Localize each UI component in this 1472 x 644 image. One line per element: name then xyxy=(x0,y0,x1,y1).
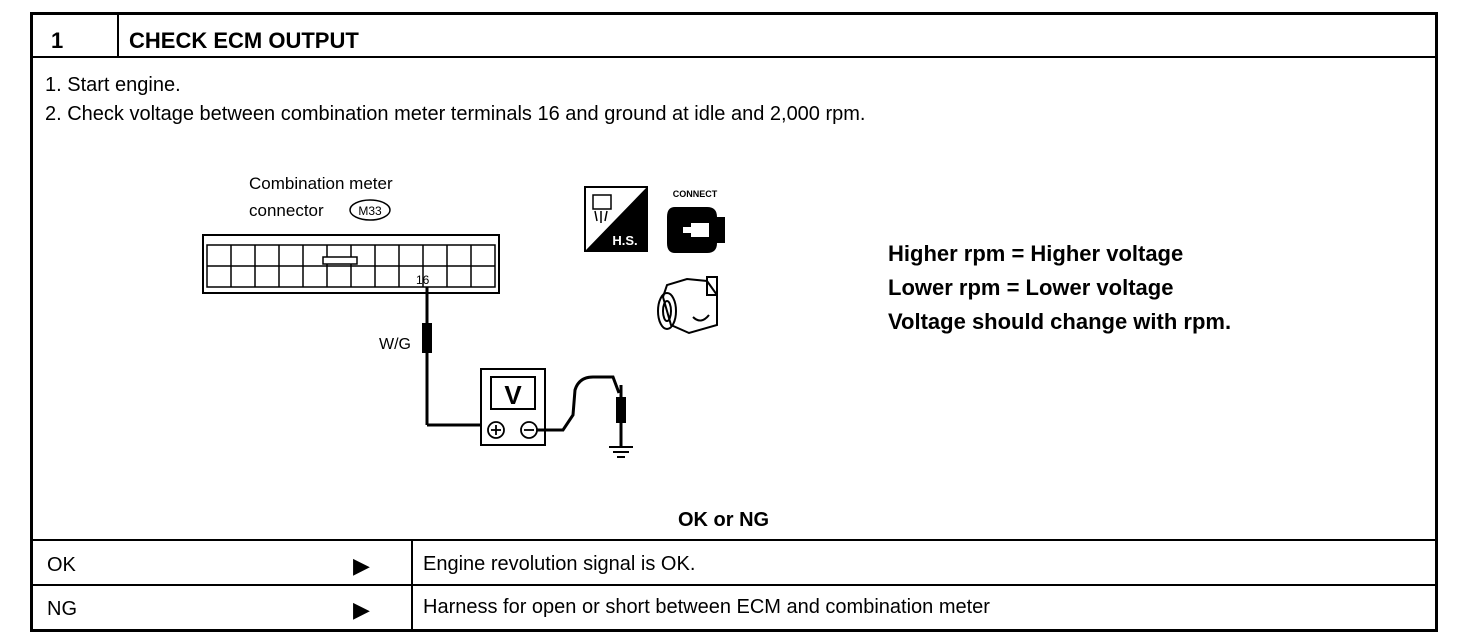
instruction-1: 1. Start engine. xyxy=(45,74,181,96)
instruction-2: 2. Check voltage between combination meter terminals 16 and ground at idle and 2,000 rpm. xyxy=(45,103,866,125)
outcome-top-rule xyxy=(33,539,1435,541)
wire-color-label: W/G xyxy=(379,336,411,353)
ground-lead xyxy=(537,377,626,447)
outcome-middle-rule xyxy=(33,584,1435,586)
engine-icon xyxy=(658,277,717,333)
connect-icon xyxy=(667,189,725,253)
mode-icons xyxy=(583,185,743,335)
hs-icon-label: H.S. xyxy=(612,233,638,248)
step-title: CHECK ECM OUTPUT xyxy=(129,28,359,53)
header-divider xyxy=(117,15,119,58)
outcome-text-ng: Harness for open or short between ECM and combination meter xyxy=(423,596,990,618)
outcome-label-ok: OK xyxy=(47,554,76,576)
arrow-right-icon: ▶ xyxy=(353,553,370,578)
terminal-number: 16 xyxy=(416,273,430,287)
step-number: 1 xyxy=(51,28,64,53)
meter-symbol: V xyxy=(504,380,522,410)
result-note-3: Voltage should change with rpm. xyxy=(888,309,1232,334)
connector-body xyxy=(203,235,499,293)
ok-ng-title: OK or NG xyxy=(678,509,770,531)
wire-wg xyxy=(422,287,481,425)
procedure-table xyxy=(30,12,1438,632)
hs-icon xyxy=(585,187,647,251)
connector-label-line2: connector xyxy=(249,201,324,220)
connector-label-line1: Combination meter xyxy=(249,174,393,193)
connect-icon-label: CONNECT xyxy=(672,189,718,199)
outcome-text-ok: Engine revolution signal is OK. xyxy=(423,553,696,575)
header-rule xyxy=(33,56,1435,58)
outcome-label-ng: NG xyxy=(47,598,77,620)
result-note-2: Lower rpm = Lower voltage xyxy=(888,275,1174,300)
result-note-1: Higher rpm = Higher voltage xyxy=(888,241,1184,266)
connector-id: M33 xyxy=(358,204,382,218)
arrow-right-icon: ▶ xyxy=(353,597,370,622)
wiring-diagram xyxy=(183,165,643,465)
ground-symbol xyxy=(609,447,633,457)
